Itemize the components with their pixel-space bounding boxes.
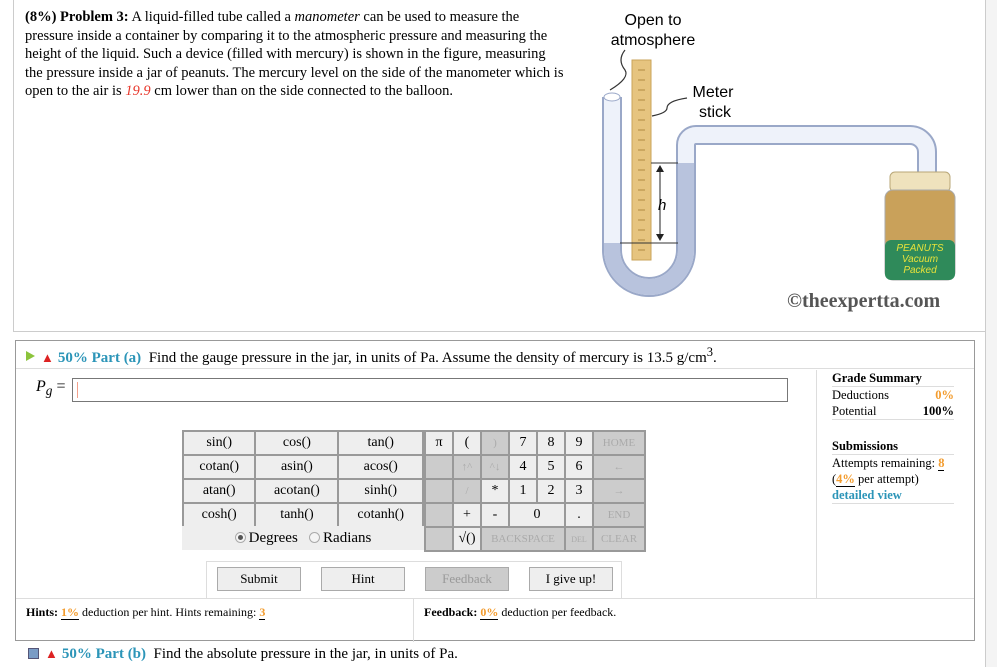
key-sin[interactable]: sin() bbox=[183, 431, 255, 455]
warning-icon: ▲ bbox=[45, 646, 58, 661]
key-rparen[interactable]: ) bbox=[481, 431, 509, 455]
key-2[interactable]: 2 bbox=[537, 479, 565, 503]
key-acotan[interactable]: acotan() bbox=[255, 479, 338, 503]
feedback-button[interactable]: Feedback bbox=[425, 567, 509, 591]
part-b-header[interactable] bbox=[28, 646, 458, 663]
hint-deduction: 1% bbox=[61, 605, 80, 619]
key-minus[interactable]: - bbox=[481, 503, 509, 527]
key-6[interactable]: 6 bbox=[565, 455, 593, 479]
problem-text-1: A liquid-filled tube called a bbox=[128, 9, 295, 25]
label-stick: stick bbox=[699, 104, 731, 121]
label-atmosphere-text: atmosphere bbox=[610, 32, 696, 49]
key-cos[interactable]: cos() bbox=[255, 431, 338, 455]
grade-summary bbox=[832, 370, 954, 504]
key-blank bbox=[425, 479, 453, 503]
problem-text-3: cm lower than on the side connected to the balloon. bbox=[150, 83, 454, 99]
function-keypad bbox=[182, 430, 424, 528]
deductions-value: 0% bbox=[935, 388, 954, 402]
part-a-panel bbox=[15, 340, 975, 641]
key-3[interactable]: 3 bbox=[565, 479, 593, 503]
key-up[interactable]: ↑^ bbox=[453, 455, 481, 479]
part-a-tail: . bbox=[713, 350, 717, 366]
give-up-button[interactable]: I give up! bbox=[529, 567, 613, 591]
part-a-header bbox=[16, 341, 974, 369]
key-del[interactable]: DEL bbox=[565, 527, 593, 551]
key-home[interactable]: HOME bbox=[593, 431, 645, 455]
part-b-label: 50% Part (b) bbox=[61, 646, 147, 662]
problem-statement bbox=[25, 8, 565, 101]
expand-triangle-icon[interactable] bbox=[26, 351, 35, 361]
key-sinh[interactable]: sinh() bbox=[338, 479, 423, 503]
key-multiply[interactable]: * bbox=[481, 479, 509, 503]
key-blank bbox=[425, 455, 453, 479]
key-8[interactable]: 8 bbox=[537, 431, 565, 455]
key-clear[interactable]: CLEAR bbox=[593, 527, 645, 551]
collapsed-square-icon[interactable] bbox=[28, 648, 39, 659]
warning-icon: ▲ bbox=[41, 350, 54, 365]
watermark: ©theexpertta.com bbox=[787, 290, 941, 312]
scrollbar[interactable] bbox=[985, 0, 997, 667]
attempts-value: 8 bbox=[938, 456, 945, 470]
key-sqrt[interactable]: √() bbox=[453, 527, 481, 551]
per-attempt-value: 4% bbox=[836, 472, 855, 486]
problem-text-2: can be used to measure the pressure inside a container by comparing it to the atmospheric pressure and measuring the height of the liquid. Such a device (filled with mercury) is shown in the figure, measuring the pressure inside a jar of peanuts. The mercury level on the side of the manometer which is open to the air is bbox=[25, 9, 564, 99]
answer-variable-label bbox=[36, 378, 65, 399]
problem-term: manometer bbox=[294, 9, 360, 25]
hints-feedback-row bbox=[16, 598, 974, 641]
answer-input[interactable] bbox=[72, 378, 788, 402]
key-cotan[interactable]: cotan() bbox=[183, 455, 255, 479]
jar-label-1: PEANUTS bbox=[896, 243, 944, 254]
key-divide[interactable]: / bbox=[453, 479, 481, 503]
hint-button[interactable]: Hint bbox=[321, 567, 405, 591]
attempts-label: Attempts remaining: bbox=[832, 456, 939, 470]
hints-info bbox=[26, 605, 265, 620]
key-backspace[interactable]: BACKSPACE bbox=[481, 527, 565, 551]
paren-open: ( bbox=[832, 472, 837, 486]
part-a-label: 50% Part (a) bbox=[57, 350, 142, 366]
grade-summary-title: Grade Summary bbox=[832, 370, 954, 387]
degrees-radio[interactable] bbox=[235, 532, 246, 543]
feedback-text: deduction per feedback. bbox=[498, 605, 617, 619]
problem-weight: (8%) bbox=[25, 9, 57, 25]
key-acos[interactable]: acos() bbox=[338, 455, 423, 479]
radians-label: Radians bbox=[323, 530, 372, 546]
numeric-keypad bbox=[424, 430, 646, 552]
key-cosh[interactable]: cosh() bbox=[183, 503, 255, 527]
text-caret bbox=[77, 382, 78, 398]
equals-sign: = bbox=[52, 378, 66, 395]
key-cotanh[interactable]: cotanh() bbox=[338, 503, 423, 527]
key-7[interactable]: 7 bbox=[509, 431, 537, 455]
height-value: 19.9 bbox=[125, 83, 151, 99]
key-atan[interactable]: atan() bbox=[183, 479, 255, 503]
angle-mode bbox=[182, 526, 424, 550]
hints-remaining: 3 bbox=[259, 605, 266, 619]
unit-exponent: 3 bbox=[706, 345, 713, 359]
key-blank bbox=[425, 503, 453, 527]
part-b-question: Find the absolute pressure in the jar, in units of Pa. bbox=[153, 646, 458, 662]
action-bar bbox=[206, 561, 622, 599]
problem-title: Problem 3: bbox=[60, 9, 129, 25]
hints-label: Hints: bbox=[26, 605, 59, 619]
divider bbox=[816, 370, 817, 598]
key-left-arrow[interactable]: ← bbox=[593, 455, 645, 479]
key-tanh[interactable]: tanh() bbox=[255, 503, 338, 527]
key-blank bbox=[425, 527, 453, 551]
feedback-label: Feedback: bbox=[424, 605, 478, 619]
submit-button[interactable]: Submit bbox=[217, 567, 301, 591]
var-p: P bbox=[36, 378, 46, 395]
detailed-view-link[interactable]: detailed view bbox=[832, 487, 954, 504]
part-a-question: Find the gauge pressure in the jar, in units of Pa. Assume the density of mercury is 13.5 g/cm bbox=[148, 350, 707, 366]
key-0[interactable]: 0 bbox=[509, 503, 565, 527]
degrees-label: Degrees bbox=[248, 530, 298, 546]
potential-label: Potential bbox=[832, 404, 877, 418]
jar-label-2: Vacuum bbox=[901, 254, 939, 265]
key-pi[interactable]: π bbox=[425, 431, 453, 455]
var-sub: g bbox=[45, 383, 53, 399]
key-lparen[interactable]: ( bbox=[453, 431, 481, 455]
hints-text: deduction per hint. Hints remaining: bbox=[79, 605, 260, 619]
deductions-label: Deductions bbox=[832, 388, 889, 402]
label-h: h bbox=[658, 197, 667, 214]
key-1[interactable]: 1 bbox=[509, 479, 537, 503]
feedback-info bbox=[424, 605, 616, 620]
divider bbox=[413, 599, 414, 642]
key-plus[interactable]: + bbox=[453, 503, 481, 527]
key-end[interactable]: END bbox=[593, 503, 645, 527]
key-tan[interactable]: tan() bbox=[338, 431, 423, 455]
submissions-title: Submissions bbox=[832, 438, 954, 455]
key-9[interactable]: 9 bbox=[565, 431, 593, 455]
key-4[interactable]: 4 bbox=[509, 455, 537, 479]
key-down[interactable]: ^↓ bbox=[481, 455, 509, 479]
jar-label-3: Packed bbox=[903, 265, 937, 276]
key-5[interactable]: 5 bbox=[537, 455, 565, 479]
potential-value: 100% bbox=[922, 404, 954, 418]
key-right-arrow[interactable]: → bbox=[593, 479, 645, 503]
key-asin[interactable]: asin() bbox=[255, 455, 338, 479]
label-open: Open to bbox=[624, 12, 682, 29]
per-attempt-label: per attempt) bbox=[854, 472, 919, 486]
feedback-deduction: 0% bbox=[480, 605, 499, 619]
label-meter: Meter bbox=[692, 84, 734, 101]
manometer-figure bbox=[580, 0, 980, 320]
radians-radio[interactable] bbox=[309, 532, 320, 543]
key-dot[interactable]: . bbox=[565, 503, 593, 527]
